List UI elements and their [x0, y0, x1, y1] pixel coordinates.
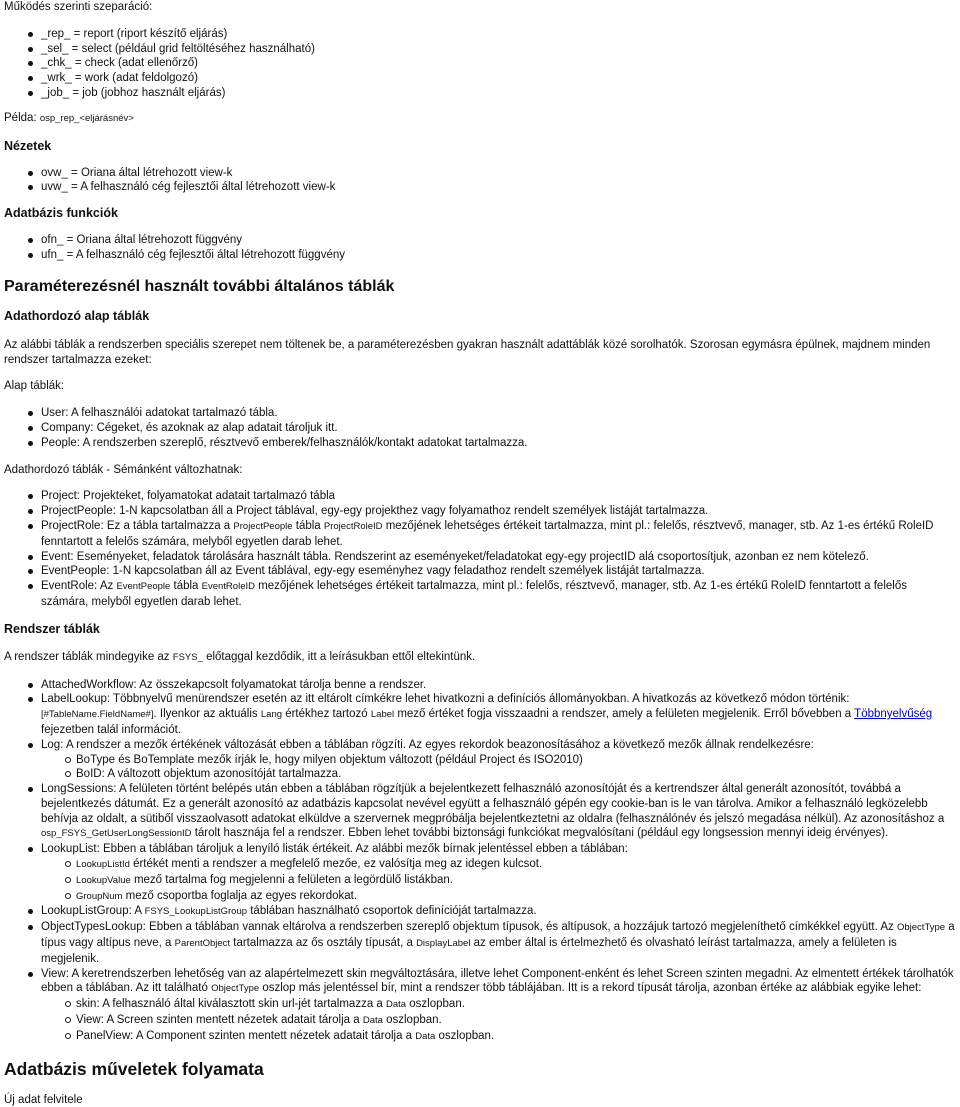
list-item: User: A felhasználói adatokat tartalmazó tábla.	[41, 406, 956, 421]
list-item: _chk_ = check (adat ellenőrző)	[41, 56, 956, 71]
dbfunc-list	[4, 233, 956, 263]
system-list	[4, 678, 956, 1045]
text-span: az ember által is értelmezhető és olvasható leírást tartalmazza, amely a felületen is megjelenik.	[41, 937, 897, 965]
list-item: _job_ = job (jobhoz használt eljárás)	[41, 86, 956, 101]
views-heading: Nézetek	[4, 138, 52, 153]
list-item: _wrk_ = work (adat feldolgozó)	[41, 71, 956, 86]
list-item: BoID: A változott objektum azonosítóját tartalmazza.	[76, 767, 956, 782]
code-span: DisplayLabel	[416, 938, 471, 950]
list-item: Event: Eseményeket, feladatok tárolására használt tábla. Rendszerint az eseményeket/feladatokat egy-egy projectID alá csoportosítjuk, azonban ez nem kötelező.	[41, 550, 956, 565]
list-item: Company: Cégeket, és azoknak az alap adatait tároljuk itt.	[41, 421, 956, 436]
code-span: EventPeople	[116, 581, 171, 593]
text-span: View: A keretrendszerben lehetőség van az alapértelmezett skin megváltoztására, illetve lehet Component-enként és lehet Screen szinten megadni. Az elmentett értékek tárolhatók ebben a táblában. Az itt található	[41, 967, 954, 995]
code-span: osp_FSYS_GetUserLongSessionID	[41, 828, 192, 840]
text-span: mező csoportba foglalja az egyes rekordokat.	[122, 889, 358, 902]
text-span: LookupList: Ebben a táblában tároljuk a lenyíló listák értékeit. Az alábbi mezők bírnak jelentéssel ebben a táblában:	[41, 843, 628, 856]
log-sublist	[41, 753, 956, 783]
general-subheading: Adathordozó alap táblák	[4, 308, 150, 323]
general-heading: Paraméterezésnél használt további általános táblák	[4, 277, 395, 295]
text-span: a típus vagy altípus neve, a	[41, 921, 955, 950]
intro-title: Működés szerinti szeparáció:	[4, 1, 153, 13]
list-item	[41, 738, 956, 782]
code-span: EventRoleID	[201, 581, 255, 593]
ops-heading: Adatbázis műveletek folyamata	[4, 1058, 264, 1079]
text-span: előtaggal kezdődik, itt a leírásukban ettől eltekintünk.	[202, 650, 476, 663]
system-intro	[4, 650, 956, 666]
code-span: LookupListId	[76, 859, 130, 871]
code-span: FSYS_	[172, 651, 203, 663]
text-span: értékét menti a rendszer a megfelelő mezőe, ez valósítja meg az idegen kulcsot.	[129, 858, 543, 871]
code-span: Label	[370, 709, 395, 721]
list-item	[41, 692, 956, 737]
text-span: LookupListGroup: A	[41, 905, 145, 918]
text-span: ProjectRole: Ez a tábla tartalmazza a	[41, 519, 234, 532]
list-item	[41, 579, 956, 610]
text-span: A rendszer táblák mindegyike az	[4, 650, 173, 663]
list-item: _rep_ = report (riport készítő eljárás)	[41, 27, 956, 42]
code-span: GroupNum	[76, 890, 123, 902]
list-item	[41, 782, 956, 842]
list-item	[76, 997, 956, 1013]
text-span: tábla	[292, 519, 324, 532]
list-item: ProjectPeople: 1-N kapcsolatban áll a Project táblával, egy-egy projekthez vagy folyamathoz rendelt személyek listáját tartalmazza.	[41, 504, 956, 519]
code-span: ObjectType	[211, 983, 260, 995]
list-item: _sel_ = select (például grid feltöltéséhez használható)	[41, 42, 956, 57]
ops-subheading: Új adat felvitele	[4, 1093, 83, 1106]
list-item	[41, 904, 956, 920]
text-span: EventRole: Az	[41, 580, 117, 593]
text-span: tárolt hasznája fel a rendszer. Ebben lehet további biztonsági funkciókat megvalósítani (például egy longsession mennyi ideig érvényes).	[191, 827, 889, 840]
code-span: ParentObject	[174, 938, 231, 950]
example-line	[4, 111, 956, 127]
list-item: AttachedWorkflow: Az összekapcsolt folyamatokat tárolja benne a rendszer.	[41, 678, 956, 693]
code-span: LookupValue	[76, 874, 131, 886]
text-span: mező tartalma fog megjelenni a felületen a legördülő listákban.	[130, 873, 453, 886]
schema-label: Adathordozó táblák - Sémánként változhatnak:	[4, 463, 243, 476]
text-span: . Ilyenkor az aktuális	[153, 708, 261, 721]
code-span: Data	[386, 999, 407, 1011]
code-span: ProjectRoleID	[323, 520, 383, 532]
general-paragraph: Az alábbi táblák a rendszerben speciális szerepet nem töltenek be, a paraméterezésben gyakran használt adattáblák közé sorolhatók. Szorosan egymásra épülnek, majdnem minden rendszer tartalmazza ezeket:	[4, 338, 931, 366]
list-item: People: A rendszerben szereplő, résztvevő emberek/felhasználók/kontakt adatokat tartalmazza.	[41, 436, 956, 451]
text-span: oszlopban.	[406, 998, 465, 1011]
list-item	[41, 920, 956, 966]
text-span: értékhez tartozó	[282, 708, 371, 721]
dbfunc-heading: Adatbázis funkciók	[4, 206, 118, 221]
list-item	[41, 967, 956, 1045]
system-heading: Rendszer táblák	[4, 621, 100, 636]
list-item: ovw_ = Oriana által létrehozott view-k	[41, 166, 956, 181]
views-list	[4, 166, 956, 196]
text-span: ObjectTypesLookup: Ebben a táblában vannak eltárolva a rendszerben szereplő objektum típusok, és altípusok, a hozzájuk tartozó megjeleníthető címkékkel együtt. Az	[41, 921, 897, 934]
code-span: FSYS_LookupListGroup	[144, 906, 248, 918]
text-span: mezőjének lehetséges értékeit tartalmazza, mint pl.: felelős, résztvevő, manager, stb. Az 1-es értékű RoleID fenntartott a felelős számára, melyből egyetlen darab lehet.	[41, 519, 934, 548]
list-item	[76, 1029, 956, 1045]
text-span: View: A Screen szinten mentett nézetek adatait tárolja a	[76, 1014, 363, 1027]
text-span: mezőjének lehetséges értékeit tartalmazza, mint pl.: felelős, résztvevő, manager, stb. Az 1-es értékű RoleID fenntartott a felelős számára, melyből egyetlen darab lehet.	[41, 580, 907, 608]
view-sublist	[41, 997, 956, 1044]
text-span: tartalmazza az ős osztály típusát, a	[230, 937, 417, 950]
text-span: tábla	[170, 580, 202, 593]
code-span: [#TableName.FieldName#]	[41, 709, 154, 721]
list-item: BoType és BoTemplate mezők írják le, hogy milyen objektum változott (például Project és ISO2010)	[76, 753, 956, 768]
code-span: ProjectPeople	[233, 520, 293, 532]
list-item: ufn_ = A felhasználó cég fejlesztői által létrehozott függvény	[41, 248, 956, 263]
base-label: Alap táblák:	[4, 380, 65, 393]
list-item	[76, 857, 956, 873]
code-span: Data	[415, 1030, 436, 1042]
text-span: mező értéket fogja visszaadni a rendszer, amely a felületen megjelenik. Erről bővebben a	[394, 708, 855, 721]
list-item	[76, 1013, 956, 1029]
example-code: osp_rep_<eljárásnév>	[39, 112, 134, 124]
example-label: Példa:	[4, 111, 37, 124]
list-item	[41, 519, 956, 550]
text-span: skin: A felhasználó által kiválasztott skin url-jét tartalmazza a	[76, 998, 387, 1011]
code-span: Lang	[260, 709, 283, 721]
code-span: Data	[362, 1015, 383, 1027]
text-span: oszlop más jelentéssel bír, mint a rendszer több táblájában. Itt is a rekord típusát tárolja, azonban értéke az alábbiak egyike lehet:	[259, 982, 922, 995]
text-span: fejezetben talál információt.	[41, 723, 181, 736]
list-item	[76, 889, 956, 905]
list-item: uvw_ = A felhasználó cég fejlesztői által létrehozott view-k	[41, 180, 956, 195]
text-span: LongSessions: A felületen történt belépés után ebben a táblában rögzítjük a bejelentkezett felhasználó azonosítóját és a kertrendszer által generált azonosítót, továbbá a bejelentkezés dátumát. Ez a generált azonosító az adatbázis kapcsolat nevével együtt a felhasználó gépén egy cookie-ban is le van tárolva. Amikor a felhasználó legközelebb behívja az oldalt, a sütiből visszaolvasott adatokat elküldve a szervernek megpróbálja bejelentkeztetni az oldalra (felhasználónév és jelszó megadása nélkül). Az azonosításhoz a	[41, 783, 945, 825]
text-span: oszlopban.	[435, 1029, 495, 1042]
schema-list	[4, 489, 956, 609]
list-item: EventPeople: 1-N kapcsolatban áll az Event táblával, egy-egy eseményhez vagy feladathoz rendelt személyek listáját tartalmazza.	[41, 564, 956, 579]
base-list	[4, 406, 956, 450]
intro-list	[4, 27, 956, 101]
list-item	[41, 842, 956, 904]
text-span: LabelLookup: Többnyelvű menürendszer esetén az itt eltárolt címkékre lehet hivatkozni a definíciós állományokban. A hivatkozás az következő módon történik:	[41, 693, 850, 706]
text-span: táblában használható csoportok definícióját tartalmazza.	[247, 905, 537, 918]
text-span: Log: A rendszer a mezők értékének változását ebben a táblában rögzíti. Az egyes rekordok beazonosításához a következő mezők állnak rendelkezésre:	[41, 738, 814, 751]
list-item	[76, 873, 956, 889]
lookup-sublist	[41, 857, 956, 904]
multilanguage-link[interactable]: Többnyelvűség	[854, 708, 933, 721]
text-span: PanelView: A Component szinten mentett nézetek adatait tárolja a	[76, 1029, 416, 1042]
list-item: ofn_ = Oriana által létrehozott függvény	[41, 233, 956, 248]
text-span: oszlopban.	[382, 1014, 442, 1027]
code-span: ObjectType	[896, 922, 946, 934]
list-item: Project: Projekteket, folyamatokat adatait tartalmazó tábla	[41, 489, 956, 504]
